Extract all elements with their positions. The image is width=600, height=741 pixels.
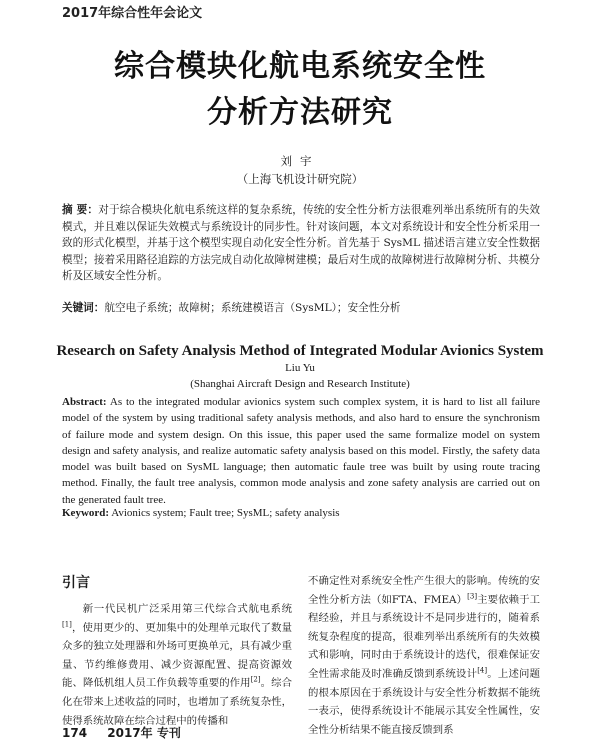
abstract-en [62,394,540,508]
citation-ref: [1] [62,620,72,629]
title-cn-line-2: 分析方法研究 [207,95,393,130]
affiliation-cn: （上海飞机设计研究院） [236,172,364,186]
body-column-left [62,600,292,730]
body-text: ，使用更少的、更加集中的处理单元取代了数量众多的独立处理器和外场可更换单元，具有减少重量、节约维修费用、减少资源配置、提高资源效能、降低机组人员工作负载等重要的作用 [62,621,292,690]
keywords-en-text: Avionics system; Fault tree; SysML; safety analysis [111,507,340,519]
running-head: 2017年综合性年会论文 [62,6,203,21]
citation-ref: [4] [477,666,488,675]
keywords-cn [62,300,540,317]
author-en: Liu Yu [285,362,315,374]
issue-label: 2017年 专刊 [107,726,181,740]
abstract-cn-text: 对于综合模块化航电系统这样的复杂系统，传统的安全性分析方法很难列举出系统所有的失效模式，并且难以保证失效模式与系统设计的同步性。针对该问题，本文对系统设计和安全性分析采用一致的形式化模型，并基于这个模型实现自动化安全性分析。首先基于 SysML 描述语言建立安全性数据模型；接着采用路径追踪的方法完成自动化故障树建模；最后对生成的故障树进行故障树分析、共模分析及区域安全性分析。 [62,204,540,283]
citation-ref: [2] [250,675,261,684]
page-footer [62,724,181,741]
body-text: 新一代民机广泛采用第三代综合式航电系统 [82,603,292,615]
page-number: 174 [62,726,88,740]
keywords-en [62,507,540,519]
keywords-cn-label: 关键词： [62,302,105,314]
citation-ref: [3] [467,592,478,601]
abstract-cn [62,202,540,285]
paper-title-cn [0,44,600,136]
body-paragraph [62,600,292,730]
body-column-right [308,572,540,739]
keywords-en-label: Keyword: [62,507,110,519]
body-text: 。上述问题的根本原因在于系统设计与安全性分析数据不能统一表示，使得系统设计不能展示其安全性属性，安全性分析结果不能直接反馈到系 [308,667,541,736]
body-text: 不确定性对系统安全性产生很大的影响。传统的安全性分析方法（如FTA、FMEA） [308,575,540,606]
body-text: 主要依赖于工程经验，并且与系统设计不是同步进行的，随着系统复杂程度的提高，很难列举出系统所有的失效模式和影响，同时由于系统设计的迭代，很难保证安全性需求能及时准确反馈到系统设计 [308,593,541,680]
abstract-cn-label: 摘 要： [62,204,99,216]
section-heading-introduction: 引言 [62,575,90,591]
author-cn: 刘宇 [280,154,320,168]
abstract-en-label: Abstract: [62,396,107,408]
abstract-en-text: As to the integrated modular avionics system such complex system, it is hard to list all failure model of the system by using traditional safety analysis methods, and also hard to ensure the synchronism of failure mode and system design. On this issue, this paper used the same formalize model on system design and safety analysis, and realize automatic safety analysis based on this model. Firstly, the safety data model was built based on SysML language; then automatic faule tree was built by using route tracing method. Finally, the fault tree analysis, common mode analysis and zone safety analysis are carried out on the generated fault tree. [62,396,540,506]
paper-title-en: Research on Safety Analysis Method of Integrated Modular Avionics System [56,343,544,359]
keywords-cn-text: 航空电子系统；故障树；系统建模语言（SysML）；安全性分析 [104,302,401,314]
affiliation-en: (Shanghai Aircraft Design and Research Institute) [190,378,410,390]
title-cn-line-1: 综合模块化航电系统安全性 [114,49,486,84]
body-paragraph [308,572,540,739]
body-text: 。综合化在带来上述收益的同时，也增加了系统复杂性，使得系统故障在综合过程中的传播和 [62,677,293,727]
